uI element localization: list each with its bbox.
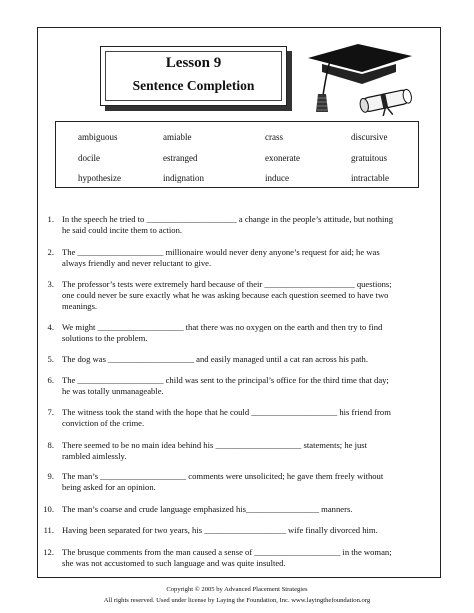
question-line: meanings. — [62, 301, 98, 311]
question-line: he said could incite them to action. — [62, 225, 183, 235]
question-line: she was not accustomed to such language and was quite insulted. — [62, 558, 286, 568]
question-number: 3. — [47, 279, 54, 289]
footer-copyright: Copyright © 2005 by Advanced Placement Strategies — [166, 586, 308, 593]
question-line: rambled aimlessly. — [62, 451, 127, 461]
question-text — [62, 214, 436, 236]
question-line: The brusque comments from the man caused a sense of ____________________ in the woman; — [62, 547, 392, 557]
question-line: The professor’s tests were extremely hard because of their _____________________ questions; — [62, 279, 392, 289]
question-text — [62, 407, 436, 429]
question-number: 6. — [47, 375, 54, 385]
question-text — [62, 322, 436, 344]
word-bank-item: estranged — [163, 153, 198, 163]
question-line: Having been separated for two years, his ___________________ wife finally divorced him. — [62, 525, 378, 535]
question-line: always friendly and never reluctant to give. — [62, 258, 212, 268]
title-box — [100, 46, 287, 106]
question-line: We might ____________________ that there was no oxygen on the earth and then try to find — [62, 322, 383, 332]
word-bank-item: gratuitous — [351, 153, 387, 163]
question-line: The man’s coarse and crude language emphasized his_________________ manners. — [62, 504, 353, 514]
question-number: 9. — [47, 471, 54, 481]
question-text — [62, 375, 436, 397]
question-number: 11. — [43, 525, 54, 535]
question-text — [62, 471, 436, 493]
word-bank-item: induce — [265, 173, 289, 183]
question-number: 8. — [47, 440, 54, 450]
question-line: The man’s ____________________ comments were unsolicited; he gave them freely without — [62, 471, 384, 481]
question-line: The dog was ____________________ and easily managed until a cat ran across his path. — [62, 354, 368, 364]
word-bank-item: crass — [265, 132, 283, 142]
question-text — [62, 354, 436, 365]
question-number: 2. — [47, 247, 54, 257]
lesson-title: Lesson 9 — [165, 55, 222, 71]
word-bank-item: docile — [78, 153, 100, 163]
word-bank-item: ambiguous — [78, 132, 118, 142]
question-text — [62, 504, 436, 515]
question-line: In the speech he tried to _____________________ a change in the people’s attitude, but nothing — [62, 214, 394, 224]
question-number: 4. — [47, 322, 54, 332]
word-bank — [55, 121, 419, 188]
word-bank-item: intractable — [351, 173, 389, 183]
question-number: 10. — [43, 504, 54, 514]
word-bank-item: hypothesize — [78, 173, 121, 183]
question-line: There seemed to be no main idea behind his ____________________ statements; he just — [62, 440, 368, 450]
question-number: 1. — [47, 214, 54, 224]
question-line: being asked for an opinion. — [62, 482, 156, 492]
question-line: he was totally unmanageable. — [62, 386, 164, 396]
question-line: The ____________________ millionaire would never deny anyone’s request for aid; he was — [62, 247, 380, 257]
question-line: one could never be sure exactly what he was asking because each question seemed to have two — [62, 290, 389, 300]
question-number: 12. — [43, 547, 54, 557]
question-text — [62, 440, 436, 462]
lesson-subtitle: Sentence Completion — [132, 78, 255, 93]
word-bank-item: discursive — [351, 132, 388, 142]
question-line: conviction of the crime. — [62, 418, 145, 428]
question-number: 5. — [47, 354, 54, 364]
question-line: The ____________________ child was sent to the principal’s office for the third time that day; — [62, 375, 389, 385]
word-bank-item: amiable — [163, 132, 192, 142]
question-line: solutions to the problem. — [62, 333, 148, 343]
word-bank-item: indignation — [163, 173, 204, 183]
question-text — [62, 547, 436, 569]
word-bank-item: exonerate — [265, 153, 300, 163]
question-text — [62, 247, 436, 269]
footer-license: All rights reserved. Used under license by Laying the Foundation, Inc. www.layingthefoundation.org — [103, 597, 371, 604]
question-text — [62, 279, 436, 312]
question-number: 7. — [47, 407, 54, 417]
question-text — [62, 525, 436, 536]
question-line: The witness took the stand with the hope that he could ____________________ his friend from — [62, 407, 391, 417]
graduation-cap-diploma-icon — [300, 44, 418, 116]
